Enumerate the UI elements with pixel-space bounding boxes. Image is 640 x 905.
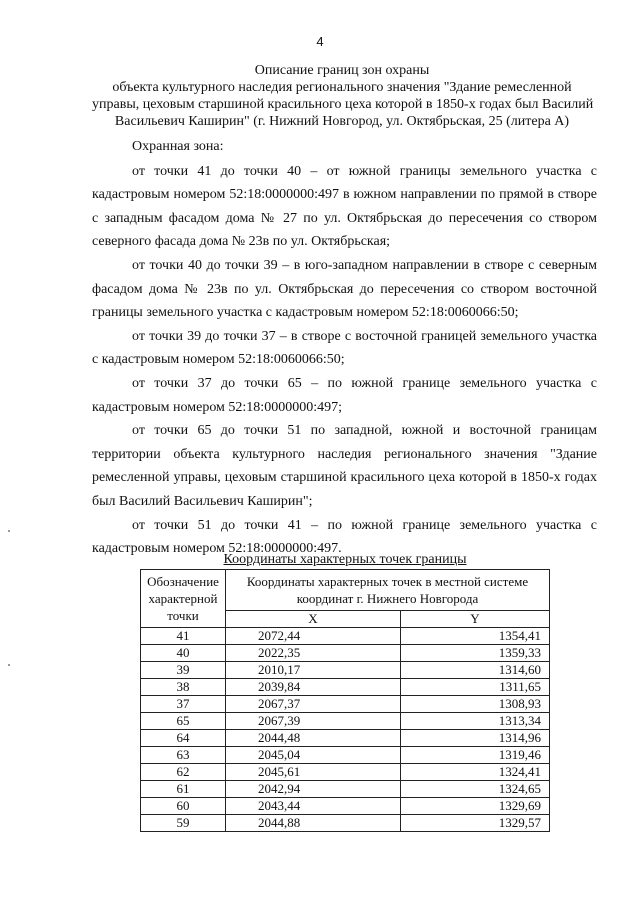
point-cell: 60 xyxy=(141,798,226,815)
point-cell: 61 xyxy=(141,781,226,798)
x-cell: 2067,39 xyxy=(226,713,401,730)
y-cell: 1308,93 xyxy=(401,696,550,713)
table-row xyxy=(141,764,550,781)
point-cell: 37 xyxy=(141,696,226,713)
x-cell: 2045,04 xyxy=(226,747,401,764)
zone-description xyxy=(92,135,597,561)
zone-label: Охранная зона: xyxy=(132,139,224,154)
title-line: управы, цеховым старшиной красильного цеха которой в 1850-х годах был Василий xyxy=(92,97,594,112)
header-x: X xyxy=(226,611,401,628)
x-cell: 2067,37 xyxy=(226,696,401,713)
title-line: Васильевич Каширин" (г. Нижний Новгород, ул. Октябрьская, 25 (литера А) xyxy=(114,114,570,129)
scan-mark xyxy=(8,664,10,666)
x-cell: 2044,88 xyxy=(226,815,401,832)
header-point: Обозначение характерной точки xyxy=(141,570,226,628)
table-row xyxy=(141,798,550,815)
point-cell: 39 xyxy=(141,662,226,679)
y-cell: 1319,46 xyxy=(401,747,550,764)
table-row xyxy=(141,628,550,645)
header-coordinates: Координаты характерных точек в местной системе координат г. Нижнего Новгорода xyxy=(226,570,550,611)
x-cell: 2072,44 xyxy=(226,628,401,645)
y-cell: 1314,60 xyxy=(401,662,550,679)
y-cell: 1313,34 xyxy=(401,713,550,730)
title-line: Описание границ зон охраны xyxy=(254,63,430,78)
x-cell: 2010,17 xyxy=(226,662,401,679)
table-row xyxy=(141,645,550,662)
coordinates-body xyxy=(141,628,550,832)
boundary-paragraph: от точки 37 до точки 65 – по южной границе земельного участка с кадастровым номером 52:18:0000000:497; xyxy=(92,375,597,415)
boundary-paragraph: от точки 39 до точки 37 – в створе с восточной границей земельного участка с кадастровым номером 52:18:0060066:50; xyxy=(92,328,597,368)
table-row xyxy=(141,747,550,764)
y-cell: 1314,96 xyxy=(401,730,550,747)
x-cell: 2042,94 xyxy=(226,781,401,798)
x-cell: 2039,84 xyxy=(226,679,401,696)
point-cell: 59 xyxy=(141,815,226,832)
point-cell: 62 xyxy=(141,764,226,781)
table-row xyxy=(141,679,550,696)
boundary-paragraph: от точки 40 до точки 39 – в юго-западном направлении в створе с северным фасадом дома № 23в по ул. Октябрьская до пересечения со створом восточной границы земельного участка с кадастровым номером 52:18:0060066:50; xyxy=(92,257,597,321)
point-cell: 40 xyxy=(141,645,226,662)
point-cell: 65 xyxy=(141,713,226,730)
coordinates-table xyxy=(140,569,550,832)
header-y: Y xyxy=(401,611,550,628)
point-cell: 38 xyxy=(141,679,226,696)
table-row xyxy=(141,730,550,747)
table-caption: Координаты характерных точек границы xyxy=(223,552,467,567)
point-cell: 63 xyxy=(141,747,226,764)
scan-mark xyxy=(8,530,10,532)
table-row xyxy=(141,781,550,798)
x-cell: 2043,44 xyxy=(226,798,401,815)
table-row xyxy=(141,696,550,713)
y-cell: 1324,41 xyxy=(401,764,550,781)
y-cell: 1329,57 xyxy=(401,815,550,832)
title-line: объекта культурного наследия регионального значения "Здание ремесленной xyxy=(112,80,572,95)
boundary-paragraph: от точки 41 до точки 40 – от южной границы земельного участка с кадастровым номером 52:18:0000000:497 в южном направлении по прямой в створе с западным фасадом дома № 27 по ул. Октябрьская до пересечения со створом северного фасада дома № 23в по ул. Октябрьская; xyxy=(92,163,597,250)
x-cell: 2045,61 xyxy=(226,764,401,781)
y-cell: 1359,33 xyxy=(401,645,550,662)
x-cell: 2044,48 xyxy=(226,730,401,747)
document-title xyxy=(92,62,592,130)
page-number: 4 xyxy=(316,34,324,49)
y-cell: 1324,65 xyxy=(401,781,550,798)
boundary-paragraph: от точки 65 до точки 51 по западной, южной и восточной границам территории объекта культурного наследия регионального значения "Здание ремесленной управы, цеховым старшиной красильного цеха которой в 1850-х годах был Василий Васильевич Каширин"; xyxy=(92,423,597,509)
boundary-paragraph: от точки 51 до точки 41 – по южной границе земельного участка с кадастровым номером 52:18:0000000:497. xyxy=(92,517,597,557)
point-cell: 41 xyxy=(141,628,226,645)
y-cell: 1354,41 xyxy=(401,628,550,645)
y-cell: 1311,65 xyxy=(401,679,550,696)
table-row xyxy=(141,713,550,730)
table-row xyxy=(141,662,550,679)
x-cell: 2022,35 xyxy=(226,645,401,662)
y-cell: 1329,69 xyxy=(401,798,550,815)
table-row xyxy=(141,815,550,832)
point-cell: 64 xyxy=(141,730,226,747)
